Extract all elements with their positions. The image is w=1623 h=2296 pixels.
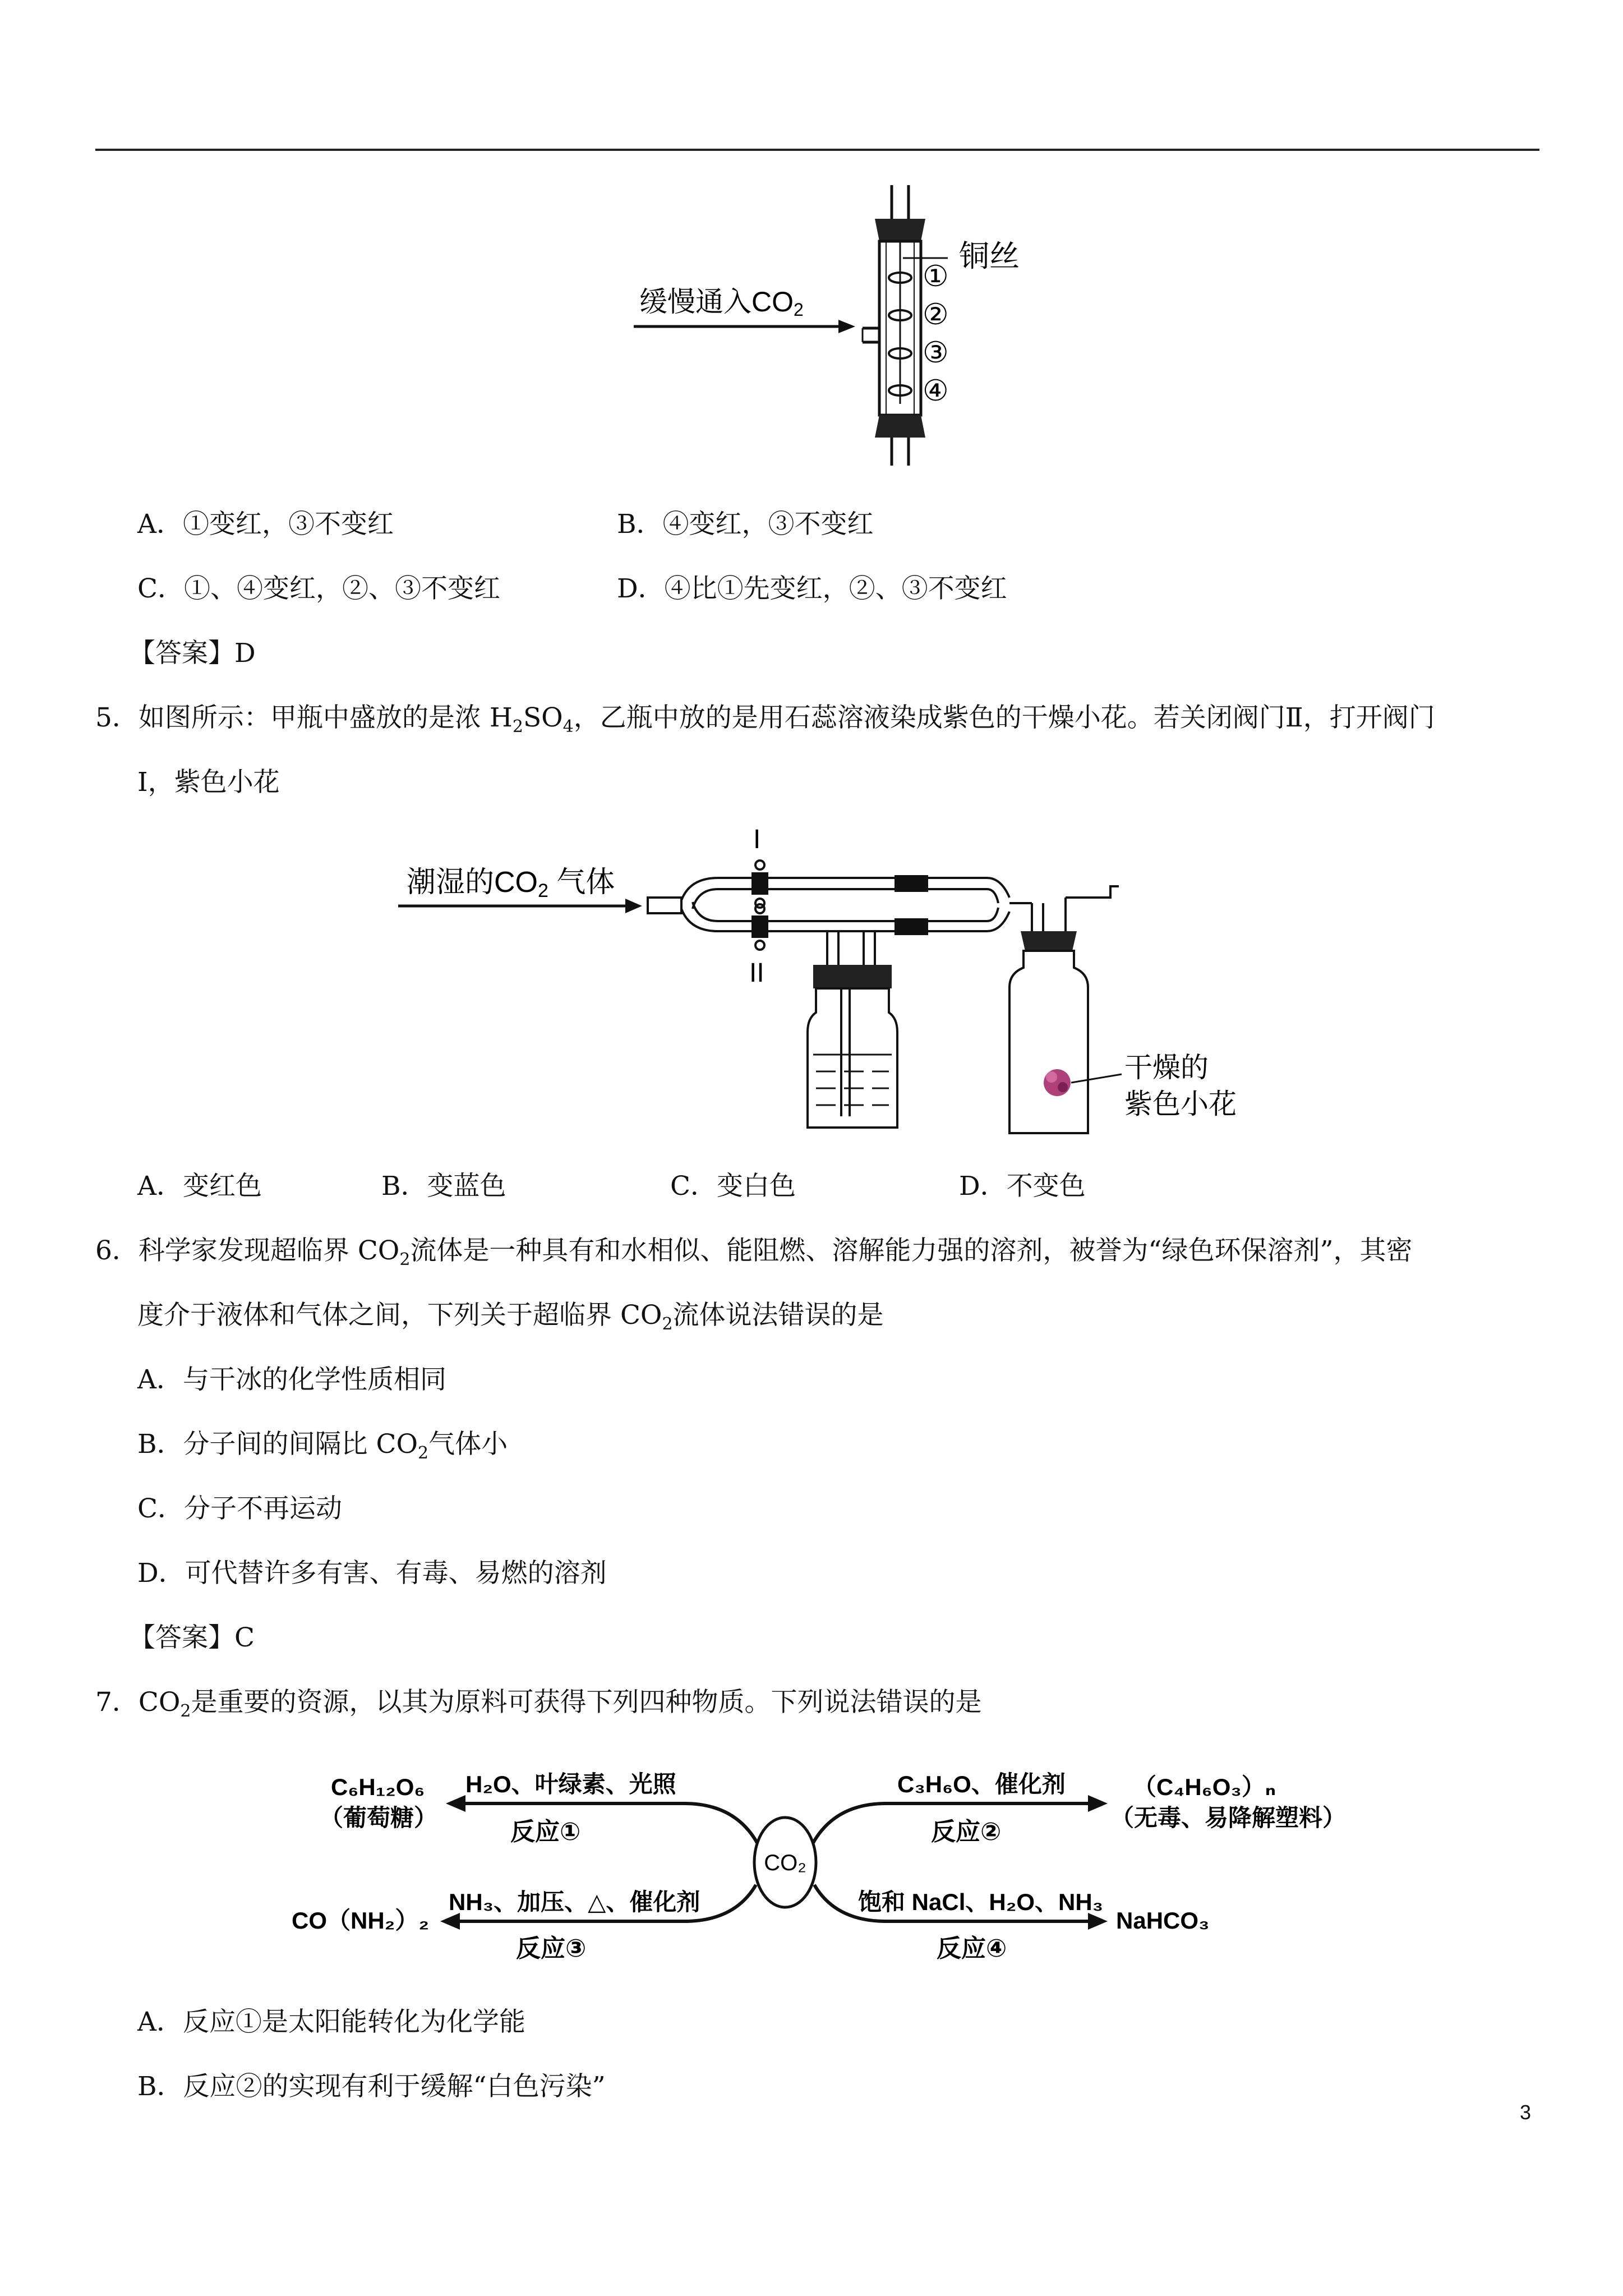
q7-reaction-4-cond: 饱和 NaCl、H₂O、NH₃ <box>858 1889 1104 1915</box>
q4-option-c: C．①、④变红，②、③不变红 <box>137 573 500 604</box>
q7-reaction-2-cond: C₃H₆O、催化剂 <box>897 1771 1066 1797</box>
q7-product-3-name: CO（NH₂）₂ <box>292 1907 429 1934</box>
q5-stem-line2: Ⅰ，紫色小花 <box>137 767 280 798</box>
q4-marker-2: ② <box>923 298 949 331</box>
q7-reaction-3-label: 反应③ <box>516 1935 587 1962</box>
q4-marker-3: ③ <box>923 337 949 369</box>
q7-reaction-1-cond: H₂O、叶绿素、光照 <box>465 1771 676 1797</box>
q7-stem: 7．$CO_2$是重要的资源，以其为原料可获得下列四种物质。下列说法错误的是 <box>95 1687 982 1721</box>
page-number: 3 <box>1520 2101 1532 2124</box>
q4-arrow-label: 缓慢通入CO2 <box>639 286 804 320</box>
q7-product-2-desc: （无毒、易降解塑料） <box>1110 1805 1347 1831</box>
q7-reaction-diagram <box>292 1750 1413 1986</box>
q4-marker-4: ④ <box>923 375 949 407</box>
q5-option-a: A．变红色 <box>137 1171 262 1202</box>
q5-stem-line1: 5．如图所示：甲瓶中盛放的是浓 $H_2SO_4$，乙瓶中放的是用石蕊溶液染成紫色的干燥小花。若关闭阀门Ⅱ，打开阀门 <box>95 702 1435 737</box>
q7-product-1-desc: （葡萄糖） <box>320 1805 438 1831</box>
q7-product-2-name: （C₄H₆O₃）ₙ <box>1133 1774 1276 1800</box>
q5-gas-label: 潮湿的CO2 气体 <box>407 866 615 901</box>
q6-option-b: B．分子间的间隔比 $CO_2$气体小 <box>137 1429 508 1463</box>
q7-center-co2: CO₂ <box>764 1851 806 1875</box>
q7-product-1-name: C₆H₁₂O₆ <box>331 1774 425 1800</box>
q6-option-c: C．分子不再运动 <box>137 1493 342 1524</box>
q4-marker-1: ① <box>923 260 949 293</box>
q7-option-b: B．反应②的实现有利于缓解“白色污染” <box>137 2071 606 2102</box>
q4-option-a: A．①变红，③不变红 <box>137 509 394 540</box>
q4-answer: 【答案】D <box>129 638 256 669</box>
q7-product-4-name: NaHCO₃ <box>1116 1907 1210 1934</box>
q7-reaction-4-label: 反应④ <box>937 1935 1007 1962</box>
q5-option-d: D．不变色 <box>959 1171 1086 1202</box>
q5-option-c: C．变白色 <box>670 1171 796 1202</box>
q6-stem-line1: 6．科学家发现超临界 $CO_2$流体是一种具有和水相似、能阻燃、溶解能力强的溶剂，被誉为“绿色环保溶剂”，其密 <box>95 1235 1413 1269</box>
q6-option-a: A．与干冰的化学性质相同 <box>137 1364 446 1395</box>
q7-reaction-3-cond: NH₃、加压、△、催化剂 <box>449 1889 700 1915</box>
q5-apparatus-figure <box>393 819 1290 1144</box>
header-rule <box>95 149 1539 151</box>
q6-answer: 【答案】C <box>129 1622 255 1653</box>
q6-option-d: D．可代替许多有害、有毒、易燃的溶剂 <box>137 1558 607 1589</box>
q5-valve-1-label: I <box>753 825 761 854</box>
q5-valve-2-label: II <box>749 958 764 988</box>
q4-wire-label: 铜丝 <box>959 240 1020 273</box>
q7-reaction-1-label: 反应① <box>510 1818 581 1846</box>
q5-flower-label-1: 干燥的 <box>1124 1052 1209 1083</box>
q7-option-a: A．反应①是太阳能转化为化学能 <box>137 2007 525 2037</box>
q7-reaction-2-label: 反应② <box>931 1818 1002 1846</box>
q4-option-d: D．④比①先变红，②、③不变红 <box>617 573 1007 604</box>
q5-flower-label-2: 紫色小花 <box>1124 1088 1237 1120</box>
q5-option-b: B．变蓝色 <box>381 1171 506 1202</box>
q4-tube-figure <box>628 185 1054 466</box>
q6-stem-line2: 度介于液体和气体之间，下列关于超临界 $CO_2$流体说法错误的是 <box>137 1300 884 1334</box>
q4-option-b: B．④变红，③不变红 <box>617 509 874 540</box>
